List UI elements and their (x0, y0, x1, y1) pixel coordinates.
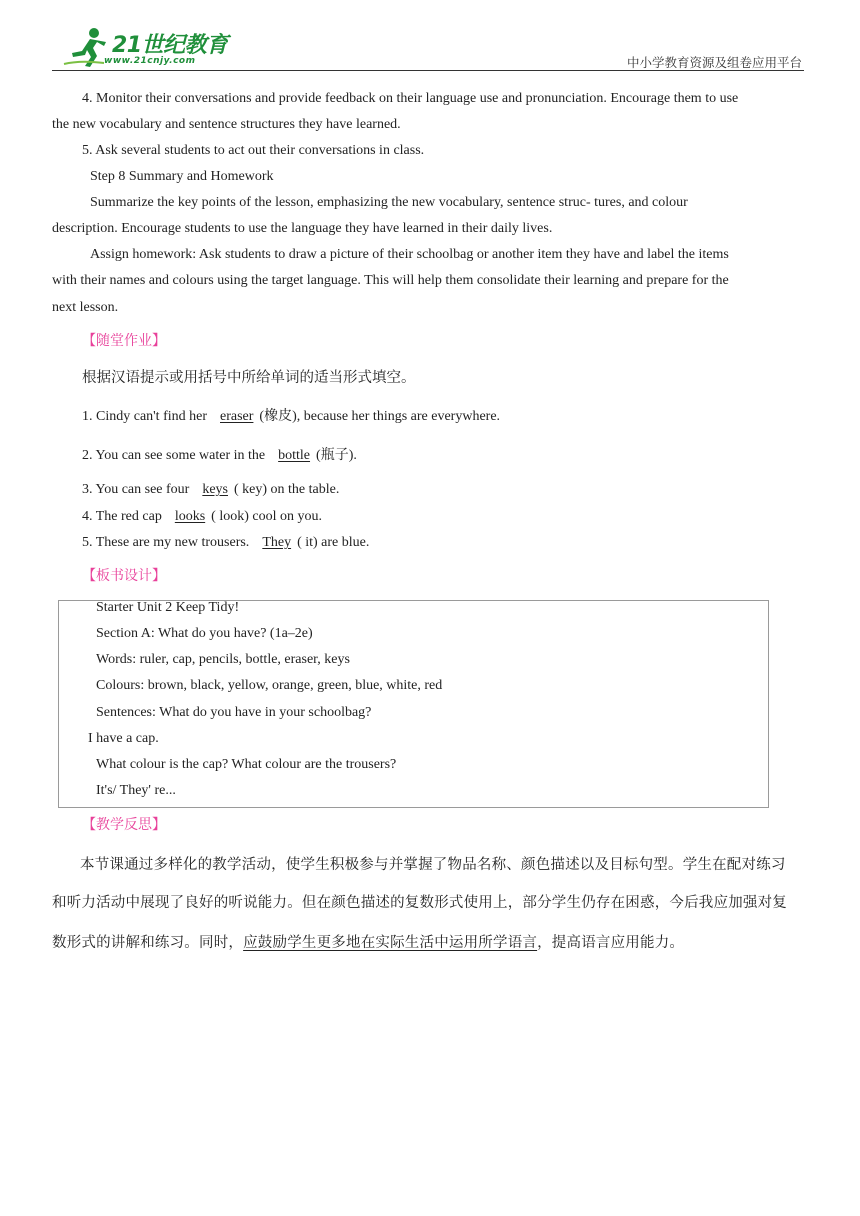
logo (60, 26, 240, 70)
header-divider (52, 70, 804, 71)
homework-line3: next lesson. (52, 300, 119, 315)
reflection-text: 数形式的讲解和练习。同时， (52, 935, 244, 951)
step-item-4-line1: 4. Monitor their conversations and provide feedback on their language use and pronunciation. Encourage them to use (82, 91, 739, 106)
exercise-item-text: 3. You can see four (82, 482, 190, 497)
board-line-6: I have a cap. (88, 731, 159, 746)
step-item-4-line2: the new vocabulary and sentence structures they have learned. (52, 117, 401, 132)
board-line-2: Section A: What do you have? (1a–2e) (96, 626, 313, 641)
exercise-item-3 (82, 480, 339, 500)
answer-blank: eraser (220, 409, 254, 424)
exercise-item-hint: ( look) cool on you. (211, 509, 322, 524)
board-heading: 【板书设计】 (82, 568, 166, 584)
board-line-3: Words: ruler, cap, pencils, bottle, eraser, keys (96, 652, 350, 667)
page-header (52, 26, 804, 72)
exercise-item-text: 1. Cindy can't find her (82, 409, 207, 424)
exercise-heading: 【随堂作业】 (82, 333, 166, 349)
reflection-text: ，提高语言应用能力。 (537, 935, 685, 951)
step-item-5: 5. Ask several students to act out their conversations in class. (82, 143, 425, 158)
board-line-5: Sentences: What do you have in your schoolbag? (96, 705, 372, 720)
summary-line2: description. Encourage students to use the language they have learned in their daily lives. (52, 221, 553, 236)
summary-line1: Summarize the key points of the lesson, emphasizing the new vocabulary, sentence struc- tures, and colour (90, 195, 688, 210)
exercise-item-hint: (瓶子). (316, 448, 357, 463)
homework-line1: Assign homework: Ask students to draw a picture of their schoolbag or another item they have and label the items (90, 247, 729, 262)
exercise-item-4 (82, 507, 322, 527)
logo-url: www.21cnjy.com (104, 56, 196, 66)
exercise-item-hint: ( it) are blue. (297, 535, 370, 550)
exercise-item-1 (82, 407, 500, 427)
exercise-instruction: 根据汉语提示或用括号中所给单词的适当形式填空。 (82, 370, 416, 386)
reflection-heading: 【教学反思】 (82, 817, 166, 833)
board-line-4: Colours: brown, black, yellow, orange, green, blue, white, red (96, 678, 443, 693)
exercise-item-5 (82, 533, 369, 553)
step8-title: Step 8 Summary and Homework (90, 169, 274, 184)
logo-text: 21世纪教育 (112, 33, 228, 58)
reflection-underlined-text: 应鼓励学生更多地在实际生活中运用所学语言 (243, 935, 538, 951)
exercise-item-text: 5. These are my new trousers. (82, 535, 250, 550)
board-line-8: It's/ They' re... (96, 783, 176, 798)
exercise-item-text: 2. You can see some water in the (82, 448, 266, 463)
answer-blank: looks (174, 509, 206, 524)
exercise-item-text: 4. The red cap (82, 509, 162, 524)
platform-title: 中小学教育资源及组卷应用平台 (626, 55, 802, 70)
exercise-item-2 (82, 446, 357, 466)
reflection-line2: 和听力活动中展现了良好的听说能力。但在颜色描述的复数形式使用上，部分学生仍存在困惑，今后我应加强对复 (52, 895, 787, 911)
answer-blank: bottle (278, 448, 311, 463)
answer-blank: They (262, 535, 292, 550)
answer-blank: keys (202, 482, 228, 497)
board-line-1: Starter Unit 2 Keep Tidy! (96, 600, 240, 615)
reflection-line3 (52, 931, 684, 952)
board-line-7: What colour is the cap? What colour are the trousers? (96, 757, 397, 772)
exercise-item-hint: ( key) on the table. (234, 482, 340, 497)
reflection-line1: 本节课通过多样化的教学活动，使学生积极参与并掌握了物品名称、颜色描述以及目标句型。学生在配对练习 (80, 857, 786, 873)
homework-line2: with their names and colours using the target language. This will help them consolidate their learning and prepare for the (52, 273, 729, 288)
exercise-item-hint: (橡皮), because her things are everywhere. (259, 409, 501, 424)
